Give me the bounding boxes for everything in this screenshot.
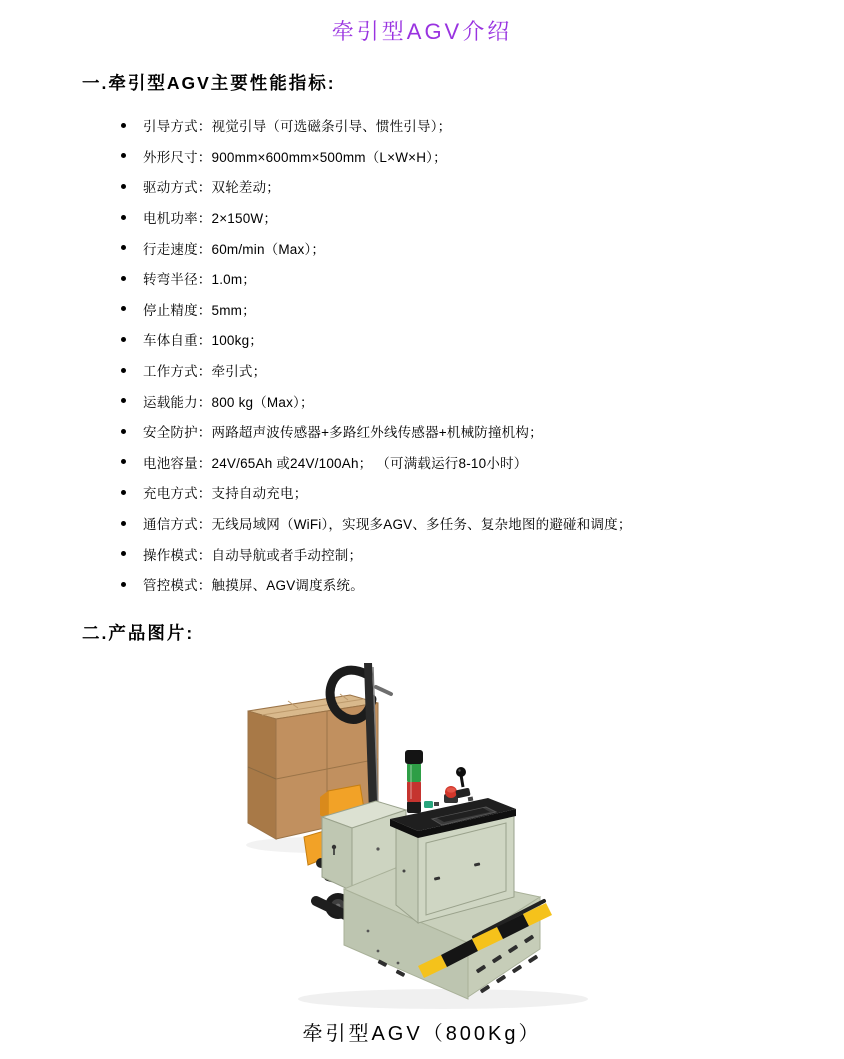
spec-text: 通信方式：无线局域网（WiFi），实现多AGV、多任务、复杂地图的避碰和调度； [143,517,632,533]
spec-item [121,232,844,263]
spec-item [121,477,844,508]
spec-text: 行走速度：60m/min（Max）； [143,241,326,257]
spec-item [121,171,844,202]
spec-item [121,141,844,172]
spec-item [121,447,844,478]
spec-text: 外形尺寸：900mm×600mm×500mm（L×W×H）； [143,149,447,165]
spec-item [121,355,844,386]
spec-text: 驱动方式：双轮差动； [143,180,280,196]
spec-text: 电池容量：24V/65Ah 或24V/100Ah； （可满载运行8-10小时） [143,455,528,471]
bullet-icon [121,337,126,342]
bullet-icon [121,582,126,587]
spec-text: 运载能力：800 kg（Max）； [143,394,314,410]
spec-text: 电机功率：2×150W； [143,211,278,227]
spec-text: 转弯半径：1.0m； [143,272,257,288]
figure-caption: 牵引型AGV（800Kg） [302,1022,542,1045]
agv-illustration [228,651,628,1011]
spec-text: 引导方式：视觉引导（可选磁条引导、惯性引导）； [143,119,452,135]
bullet-icon [121,459,126,464]
agv-shadow [298,989,588,1009]
spec-text: 车体自重：100kg； [143,333,263,349]
bullet-icon [121,123,126,128]
spec-item [121,385,844,416]
spec-item [121,263,844,294]
spec-text: 充电方式：支持自动充电； [143,486,308,502]
spec-item [121,416,844,447]
spec-item [121,569,844,600]
spec-text: 操作模式：自动导航或者手动控制； [143,547,363,563]
bullet-icon [121,184,126,189]
bullet-icon [121,245,126,250]
bullet-icon [121,398,126,403]
bullet-icon [121,153,126,158]
product-image [228,651,628,1011]
spec-item [121,110,844,141]
spec-item [121,324,844,355]
spec-item [121,294,844,325]
signal-tower [405,750,423,813]
spec-text: 工作方式：牵引式； [143,364,267,380]
section1-heading: 一.牵引型AGV主要性能指标: [82,73,336,93]
bullet-icon [121,215,126,220]
bullet-icon [121,521,126,526]
bullet-icon [121,490,126,495]
green-button [424,801,433,808]
bullet-icon [121,551,126,556]
panel-controls [424,767,473,808]
spec-item [121,202,844,233]
bullet-icon [121,368,126,373]
spec-item [121,538,844,569]
spec-list [0,110,844,600]
bullet-icon [121,276,126,281]
bullet-icon [121,429,126,434]
spec-text: 管控模式：触摸屏、AGV调度系统。 [143,578,364,594]
spec-text: 安全防护：两路超声波传感器+多路红外线传感器+机械防撞机构； [143,425,543,441]
section2-heading: 二.产品图片: [82,622,195,643]
page-title: 牵引型AGV介绍 [331,19,513,44]
bullet-icon [121,306,126,311]
spec-item [121,508,844,539]
spec-text: 停止精度：5mm； [143,302,256,318]
